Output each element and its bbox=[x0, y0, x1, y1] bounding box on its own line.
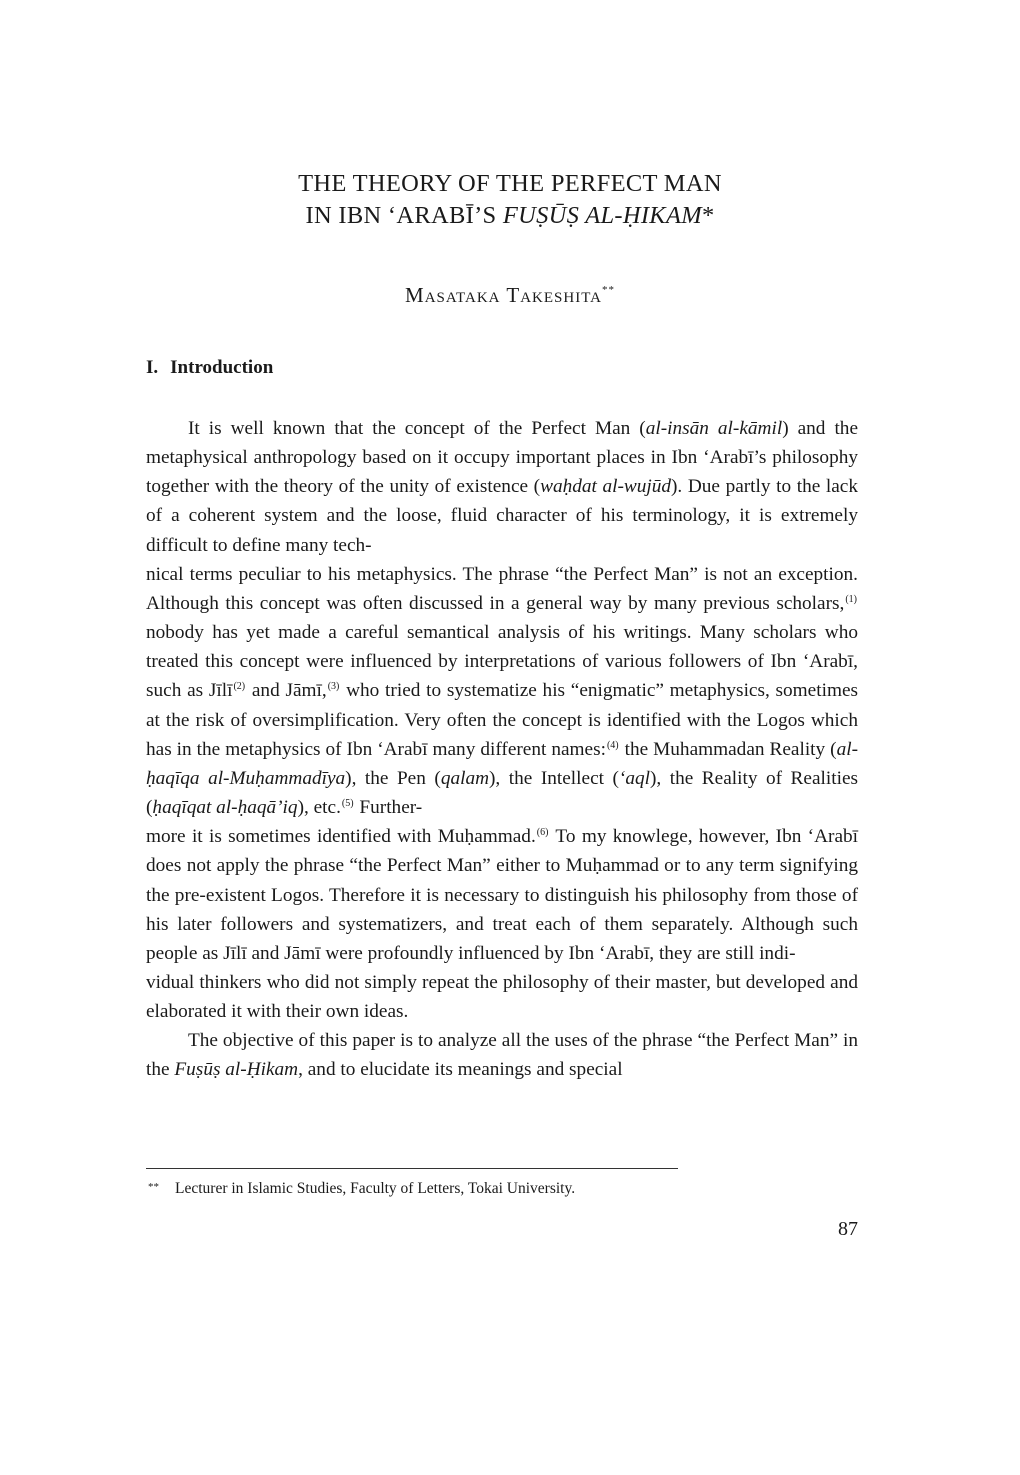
section-heading bbox=[146, 357, 273, 379]
author-name: Masataka Takeshita bbox=[405, 283, 602, 307]
text-run: vidual thinkers who did not simply repeat the philosophy of their master, but developed and elaborated it with their own ideas. bbox=[146, 971, 858, 1023]
italic-term: al-insān al-kāmil bbox=[645, 418, 783, 439]
text-run: , and to elucidate its meanings and special bbox=[298, 1059, 623, 1081]
section-title: Introduction bbox=[170, 357, 274, 378]
text-run: ). Due partly to the lack of a coherent system and the loose, fluid character of his terminology, it is extremely difficult to define many tech- bbox=[146, 476, 858, 556]
author-line bbox=[0, 283, 1020, 308]
note-ref-4[interactable]: (4) bbox=[606, 739, 619, 751]
text-run: and Jāmī, bbox=[246, 680, 327, 702]
paragraph-2 bbox=[146, 1026, 858, 1084]
text-run: who tried to systematize his “enigmatic” metaphysics, sometimes at the risk of oversimplification. Very often the concept is identified with the Logos which has in the metaphysics of Ibn ‘Arabī many different names: bbox=[146, 680, 859, 760]
body-text bbox=[146, 414, 858, 1085]
text-run: It is well known that the concept of the Perfect Man ( bbox=[188, 418, 646, 439]
footnote bbox=[148, 1180, 575, 1198]
italic-term: waḥdat al-wujūd bbox=[540, 476, 672, 498]
italic-term: qalam bbox=[440, 767, 490, 789]
text-run: ), the Intellect ( bbox=[489, 767, 619, 789]
text-run: To my knowlege, however, Ibn ‘Arabī does not apply the phrase “the Perfect Man” either to Muḥammad or to any term signifying the pre-existent Logos. Therefore it is necessary to distinguish his philosophy from those of his later followers and systematizers, and treat each of them separately. Although such people as Jīlī and Jāmī were profoundly influenced by Ibn ‘Arabī, they are still indi- bbox=[146, 826, 858, 964]
footnote-rule bbox=[146, 1168, 678, 1169]
note-ref-5[interactable]: (5) bbox=[341, 798, 354, 810]
section-number: I. bbox=[146, 357, 159, 378]
author-footnote-mark: ** bbox=[601, 284, 615, 296]
text-run: the Muhammadan Reality ( bbox=[619, 738, 837, 760]
paragraph-1 bbox=[146, 414, 858, 1026]
italic-term: Fuṣūṣ al-Ḥikam bbox=[174, 1059, 299, 1081]
text-run: Further- bbox=[354, 797, 423, 819]
title-prefix: IN IBN ‘ARABĪ’S bbox=[305, 202, 503, 229]
note-ref-1[interactable]: (1) bbox=[845, 593, 857, 605]
page-number: 87 bbox=[838, 1218, 858, 1240]
paper-title-line-2 bbox=[0, 200, 1020, 232]
text-run: The objective of this paper is to analyze all the uses of the phrase “the Perfect Man” in the bbox=[146, 1030, 858, 1081]
italic-term: al-ḥaqīqa al-Muḥammadīya bbox=[146, 738, 859, 789]
title-footnote-mark: * bbox=[701, 202, 715, 229]
text-run: nobody has yet made a careful semantical analysis of his writings. Many scholars who treated this concept were influenced by interpretations of various followers of Ibn ‘Arabī, such as Jīlī bbox=[146, 622, 858, 702]
note-ref-6[interactable]: (6) bbox=[536, 827, 549, 839]
footnote-mark: ** bbox=[148, 1181, 159, 1193]
text-run: nical terms peculiar to his metaphysics. The phrase “the Perfect Man” is not an exception. Although this concept was often discussed in a general way by many previous scholars, bbox=[146, 563, 858, 614]
text-run: ), etc. bbox=[297, 797, 341, 819]
paper-title-line-1: THE THEORY OF THE PERFECT MAN bbox=[298, 170, 722, 197]
footnote-text: Lecturer in Islamic Studies, Faculty of Letters, Tokai University. bbox=[175, 1180, 576, 1197]
title-italic-work: FUṢŪṢ AL-ḤIKAM bbox=[502, 202, 702, 229]
text-run: ), the Pen ( bbox=[345, 767, 441, 789]
note-ref-3[interactable]: (3) bbox=[327, 681, 340, 693]
italic-term: ‘aql bbox=[618, 767, 650, 789]
note-ref-2[interactable]: (2) bbox=[233, 681, 246, 693]
text-run: ), the Reality of Realities ( bbox=[146, 767, 859, 819]
italic-term: ḥaqīqat al-ḥaqā’iq bbox=[152, 797, 298, 819]
text-run: ) and the metaphysical anthropology based on it occupy important places in Ibn ‘Arabī’s philosophy together with the theory of the unity of existence ( bbox=[146, 418, 859, 498]
text-run: more it is sometimes identified with Muḥammad. bbox=[146, 826, 536, 848]
